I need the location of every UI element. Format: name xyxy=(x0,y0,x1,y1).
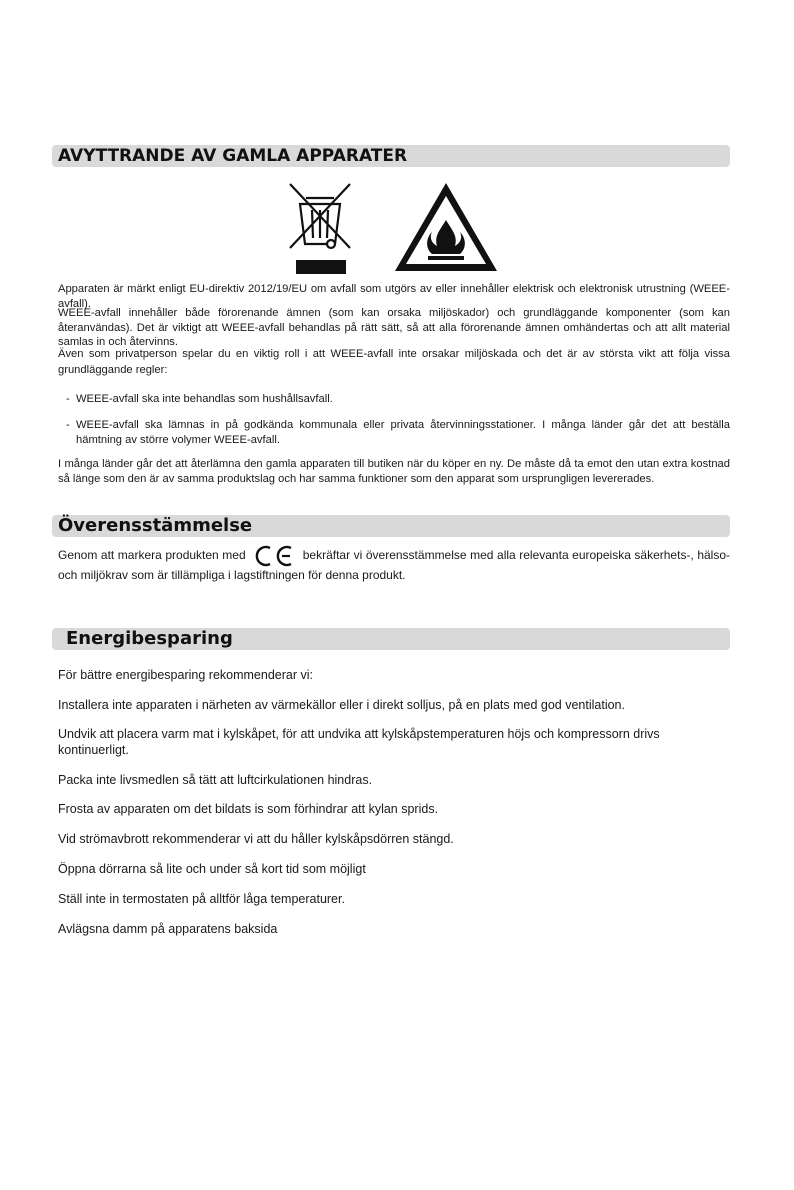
disposal-heading xyxy=(52,145,730,167)
energy-heading xyxy=(52,628,730,650)
bullet-dash: - xyxy=(66,419,70,431)
ce-mark-icon xyxy=(251,545,297,567)
energy-tip: Packa inte livsmedlen så tätt att luftcirkulationen hindras. xyxy=(58,773,373,787)
energy-tip: Undvik att placera varm mat i kylskåpet, för att undvika att kylskåpstemperaturen höjs och kompressorn drivs kontinuerligt. xyxy=(58,727,660,757)
disposal-bullet-2 xyxy=(66,418,730,447)
energy-intro: För bättre energibesparing rekommenderar vi: xyxy=(58,668,313,682)
energy-tip: Avlägsna damm på apparatens baksida xyxy=(58,922,278,936)
disposal-paragraph-2: WEEE-avfall innehåller både förorenande ämnen (som kan orsaka miljöskador) och grundläggande komponenter (som kan återanvändas). Det är viktigt att WEEE-avfall behandlas på rätt sätt, så att alla förorenande ämnen omhändertas och att allt material samlas in och återvinns. xyxy=(58,307,730,348)
disposal-paragraph-3: Även som privatperson spelar du en viktig roll i att WEEE-avfall inte orsakar miljöskada och det är av största vikt att följa vissa grundläggande regler: xyxy=(58,348,730,376)
bullet-dash: - xyxy=(66,393,70,405)
bullet-text: WEEE-avfall ska lämnas in på godkända kommunala eller privata återvinningsstationer. I många länder går det att beställa hämtning av större volymer WEEE-avfall. xyxy=(76,419,730,446)
energy-tip: Öppna dörrarna så lite och under så kort tid som möjligt xyxy=(58,862,366,876)
energy-tip: Ställ inte in termostaten på alltför låga temperaturer. xyxy=(58,892,345,906)
disposal-paragraph-4: I många länder går det att återlämna den gamla apparaten till butiken när du köper en ny. De måste då ta emot den utan extra kostnad så länge som den är av samma produktslag och har samma funktioner som den apparat som ursprungligen levererades. xyxy=(58,458,730,485)
disposal-heading-text: AVYTTRANDE AV GAMLA APPARATER xyxy=(58,146,408,166)
crossed-out-wheelie-bin-icon xyxy=(286,180,354,276)
conformity-text-after: bekräftar vi överensstämmelse med alla relevanta europeiska säkerhets-, hälso- och miljökrav som är tillämpliga i lagstiftningen för denna produkt. xyxy=(58,548,731,582)
energy-tip: Vid strömavbrott rekommenderar vi att du håller kylskåpsdörren stängd. xyxy=(58,832,454,846)
conformity-heading-text: Överensstämmelse xyxy=(58,515,253,536)
conformity-text xyxy=(58,545,730,584)
energy-tip: Installera inte apparaten i närheten av värmekällor eller i direkt solljus, på en plats med god ventilation. xyxy=(58,698,625,712)
conformity-heading xyxy=(52,515,730,537)
bullet-text: WEEE-avfall ska inte behandlas som hushållsavfall. xyxy=(76,393,333,405)
flammable-warning-icon xyxy=(392,180,500,274)
energy-tip: Frosta av apparaten om det bildats is som förhindrar att kylan sprids. xyxy=(58,802,439,816)
disposal-bullet-1 xyxy=(66,392,730,407)
disposal-paragraph-1: Apparaten är märkt enligt EU-direktiv 2012/19/EU om avfall som utgörs av eller innehåller elektrisk och elektronisk utrustning (WEEE-avfall). xyxy=(58,283,730,310)
conformity-text-before: Genom att markera produkten med xyxy=(58,548,246,563)
energy-heading-text: Energibesparing xyxy=(66,628,233,649)
